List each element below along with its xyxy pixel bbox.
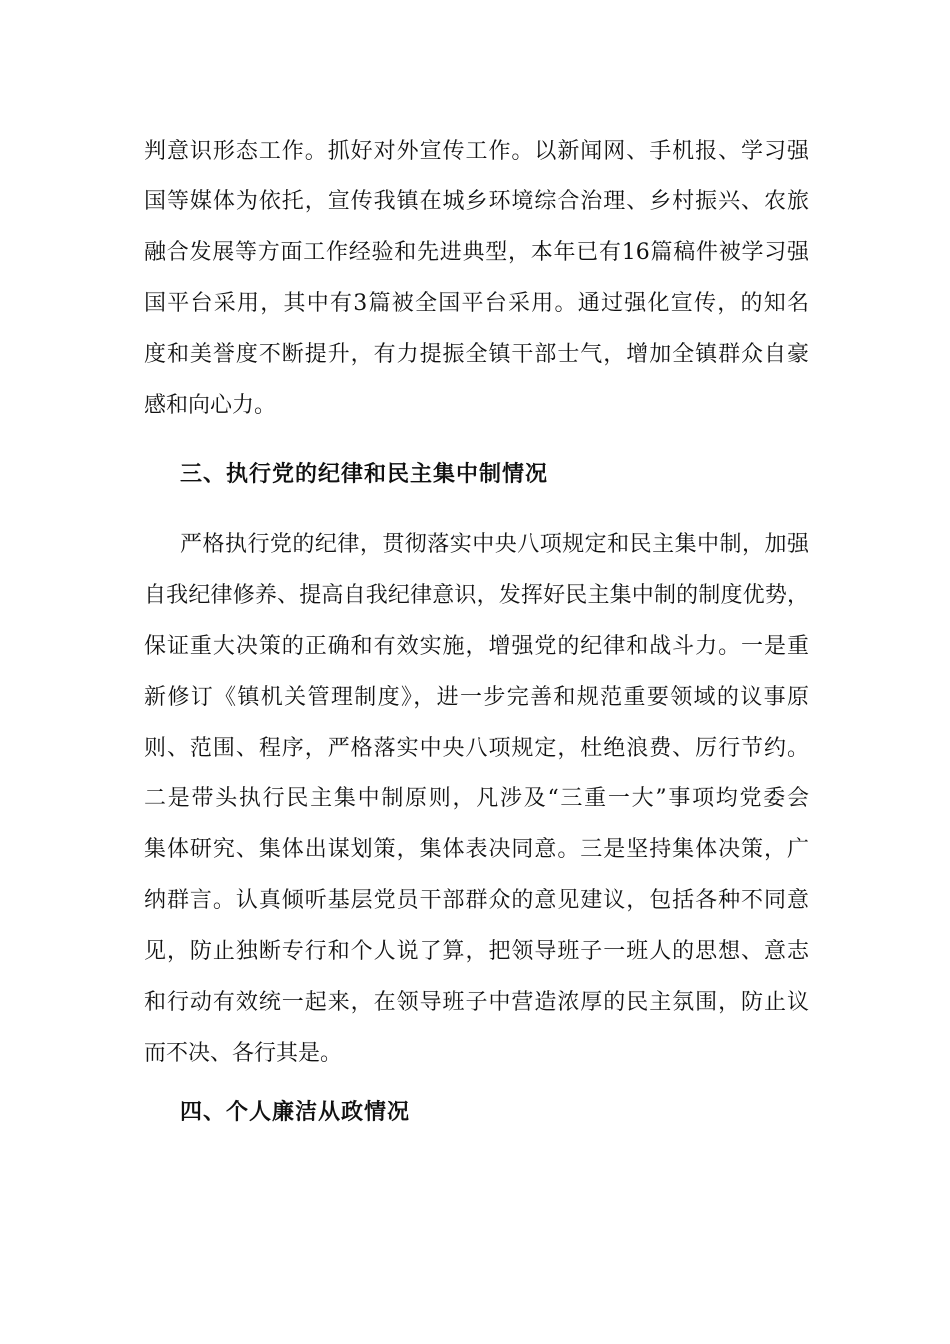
paragraph1-line-4: 国平台采用，其中有3篇被全国平台采用。通过强化宣传，的知名 — [144, 291, 809, 316]
paragraph1-line-3: 融合发展等方面工作经验和先进典型，本年已有16篇稿件被学习强 — [144, 240, 809, 265]
paragraph1-line-5: 度和美誉度不断提升，有力提振全镇干部士气，增加全镇群众自豪 — [144, 342, 809, 367]
paragraph2-line-7: 集体研究、集体出谋划策，集体表决同意。三是坚持集体决策，广 — [144, 837, 809, 862]
section-heading-4: 四、个人廉洁从政情况 — [180, 1100, 411, 1125]
paragraph2-line-6: 二是带头执行民主集中制原则，凡涉及“三重一大”事项均党委会 — [144, 786, 809, 811]
paragraph2-line-5: 则、范围、程序，严格落实中央八项规定，杜绝浪费、厉行节约。 — [144, 736, 809, 761]
paragraph2-line-9: 见，防止独断专行和个人说了算，把领导班子一班人的思想、意志 — [144, 939, 809, 964]
section-heading-3: 三、执行党的纪律和民主集中制情况 — [180, 462, 549, 487]
paragraph2-line-4: 新修订《镇机关管理制度》，进一步完善和规范重要领域的议事原 — [144, 685, 809, 710]
paragraph1-line-2: 国等媒体为依托，宣传我镇在城乡环境综合治理、乡村振兴、农旅 — [144, 189, 809, 214]
paragraph2-line-8: 纳群言。认真倾听基层党员干部群众的意见建议，包括各种不同意 — [144, 888, 809, 913]
paragraph2-line-11: 而不决、各行其是。 — [144, 1041, 343, 1066]
paragraph2-line-1: 严格执行党的纪律，贯彻落实中央八项规定和民主集中制，加强 — [180, 532, 809, 557]
paragraph1-line-6: 感和向心力。 — [144, 393, 277, 418]
paragraph2-line-2: 自我纪律修养、提高自我纪律意识，发挥好民主集中制的制度优势， — [144, 583, 809, 608]
paragraph2-line-10: 和行动有效统一起来，在领导班子中营造浓厚的民主氛围，防止议 — [144, 990, 809, 1015]
paragraph1-line-1: 判意识形态工作。抓好对外宣传工作。以新闻网、手机报、学习强 — [144, 139, 809, 164]
paragraph2-line-3: 保证重大决策的正确和有效实施，增强党的纪律和战斗力。一是重 — [144, 634, 809, 659]
